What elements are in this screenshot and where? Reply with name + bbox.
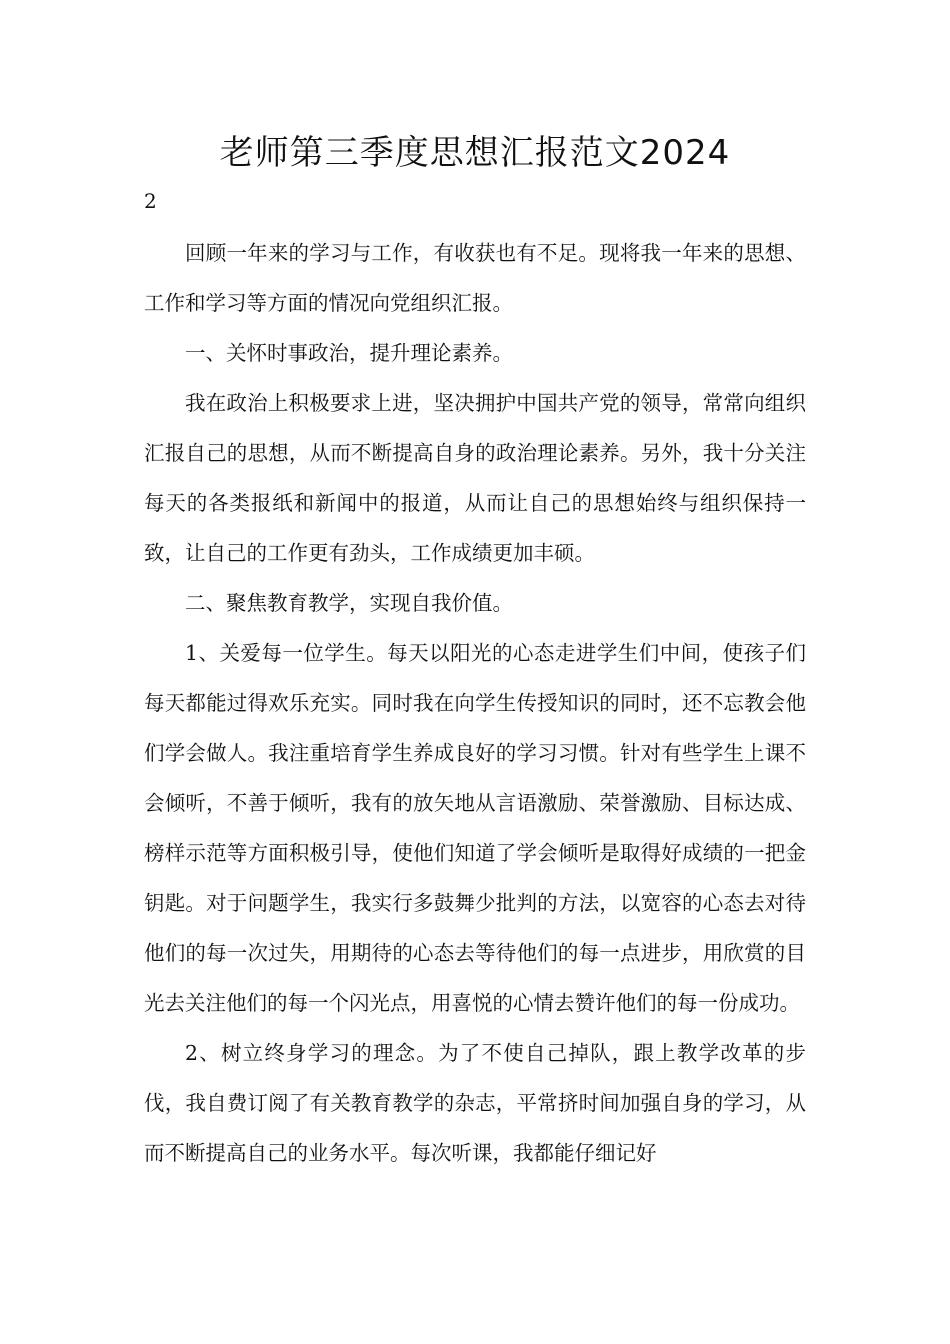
paragraph-intro: 回顾一年来的学习与工作，有收获也有不足。现将我一年来的思想、工作和学习等方面的情况向党组织汇报。: [144, 241, 806, 315]
paragraph-lifelong-learning: 2、树立终身学习的理念。为了不使自己掉队，跟上教学改革的步伐，我自费订阅了有关教育教学的杂志，平常挤时间加强自身的学习，从而不断提高自己的业务水平。每次听课，我都能仔细记好: [144, 1041, 806, 1165]
section-heading-1: 一、关怀时事政治，提升理论素养。: [185, 341, 513, 365]
document-title: 老师第三季度思想汇报范文2024: [219, 133, 731, 173]
document-body: [144, 228, 806, 1178]
paragraph-care-students: 1、关爱每一位学生。每天以阳光的心态走进学生们中间，使孩子们每天都能过得欢乐充实。同时我在向学生传授知识的同时，还不忘教会他们学会做人。我注重培育学生养成良好的学习习惯。针对有些学生上课不会倾听，不善于倾听，我有的放矢地从言语激励、荣誉激励、目标达成、榜样示范等方面积极引导，使他们知道了学会倾听是取得好成绩的一把金钥匙。对于问题学生，我实行多鼓舞少批判的方法，以宽容的心态去对待他们的每一次过失，用期待的心态去等待他们的每一点进步，用欣赏的目光去关注他们的每一个闪光点，用喜悦的心情去赞许他们的每一份成功。: [144, 641, 806, 1015]
document-sub-number: 2: [144, 189, 157, 213]
section-heading-2: 二、聚焦教育教学，实现自我价值。: [185, 591, 513, 615]
paragraph-politics: 我在政治上积极要求上进，坚决拥护中国共产党的领导，常常向组织汇报自己的思想，从而不断提高自身的政治理论素养。另外，我十分关注每天的各类报纸和新闻中的报道，从而让自己的思想始终与组织保持一致，让自己的工作更有劲头，工作成绩更加丰硕。: [144, 391, 806, 565]
